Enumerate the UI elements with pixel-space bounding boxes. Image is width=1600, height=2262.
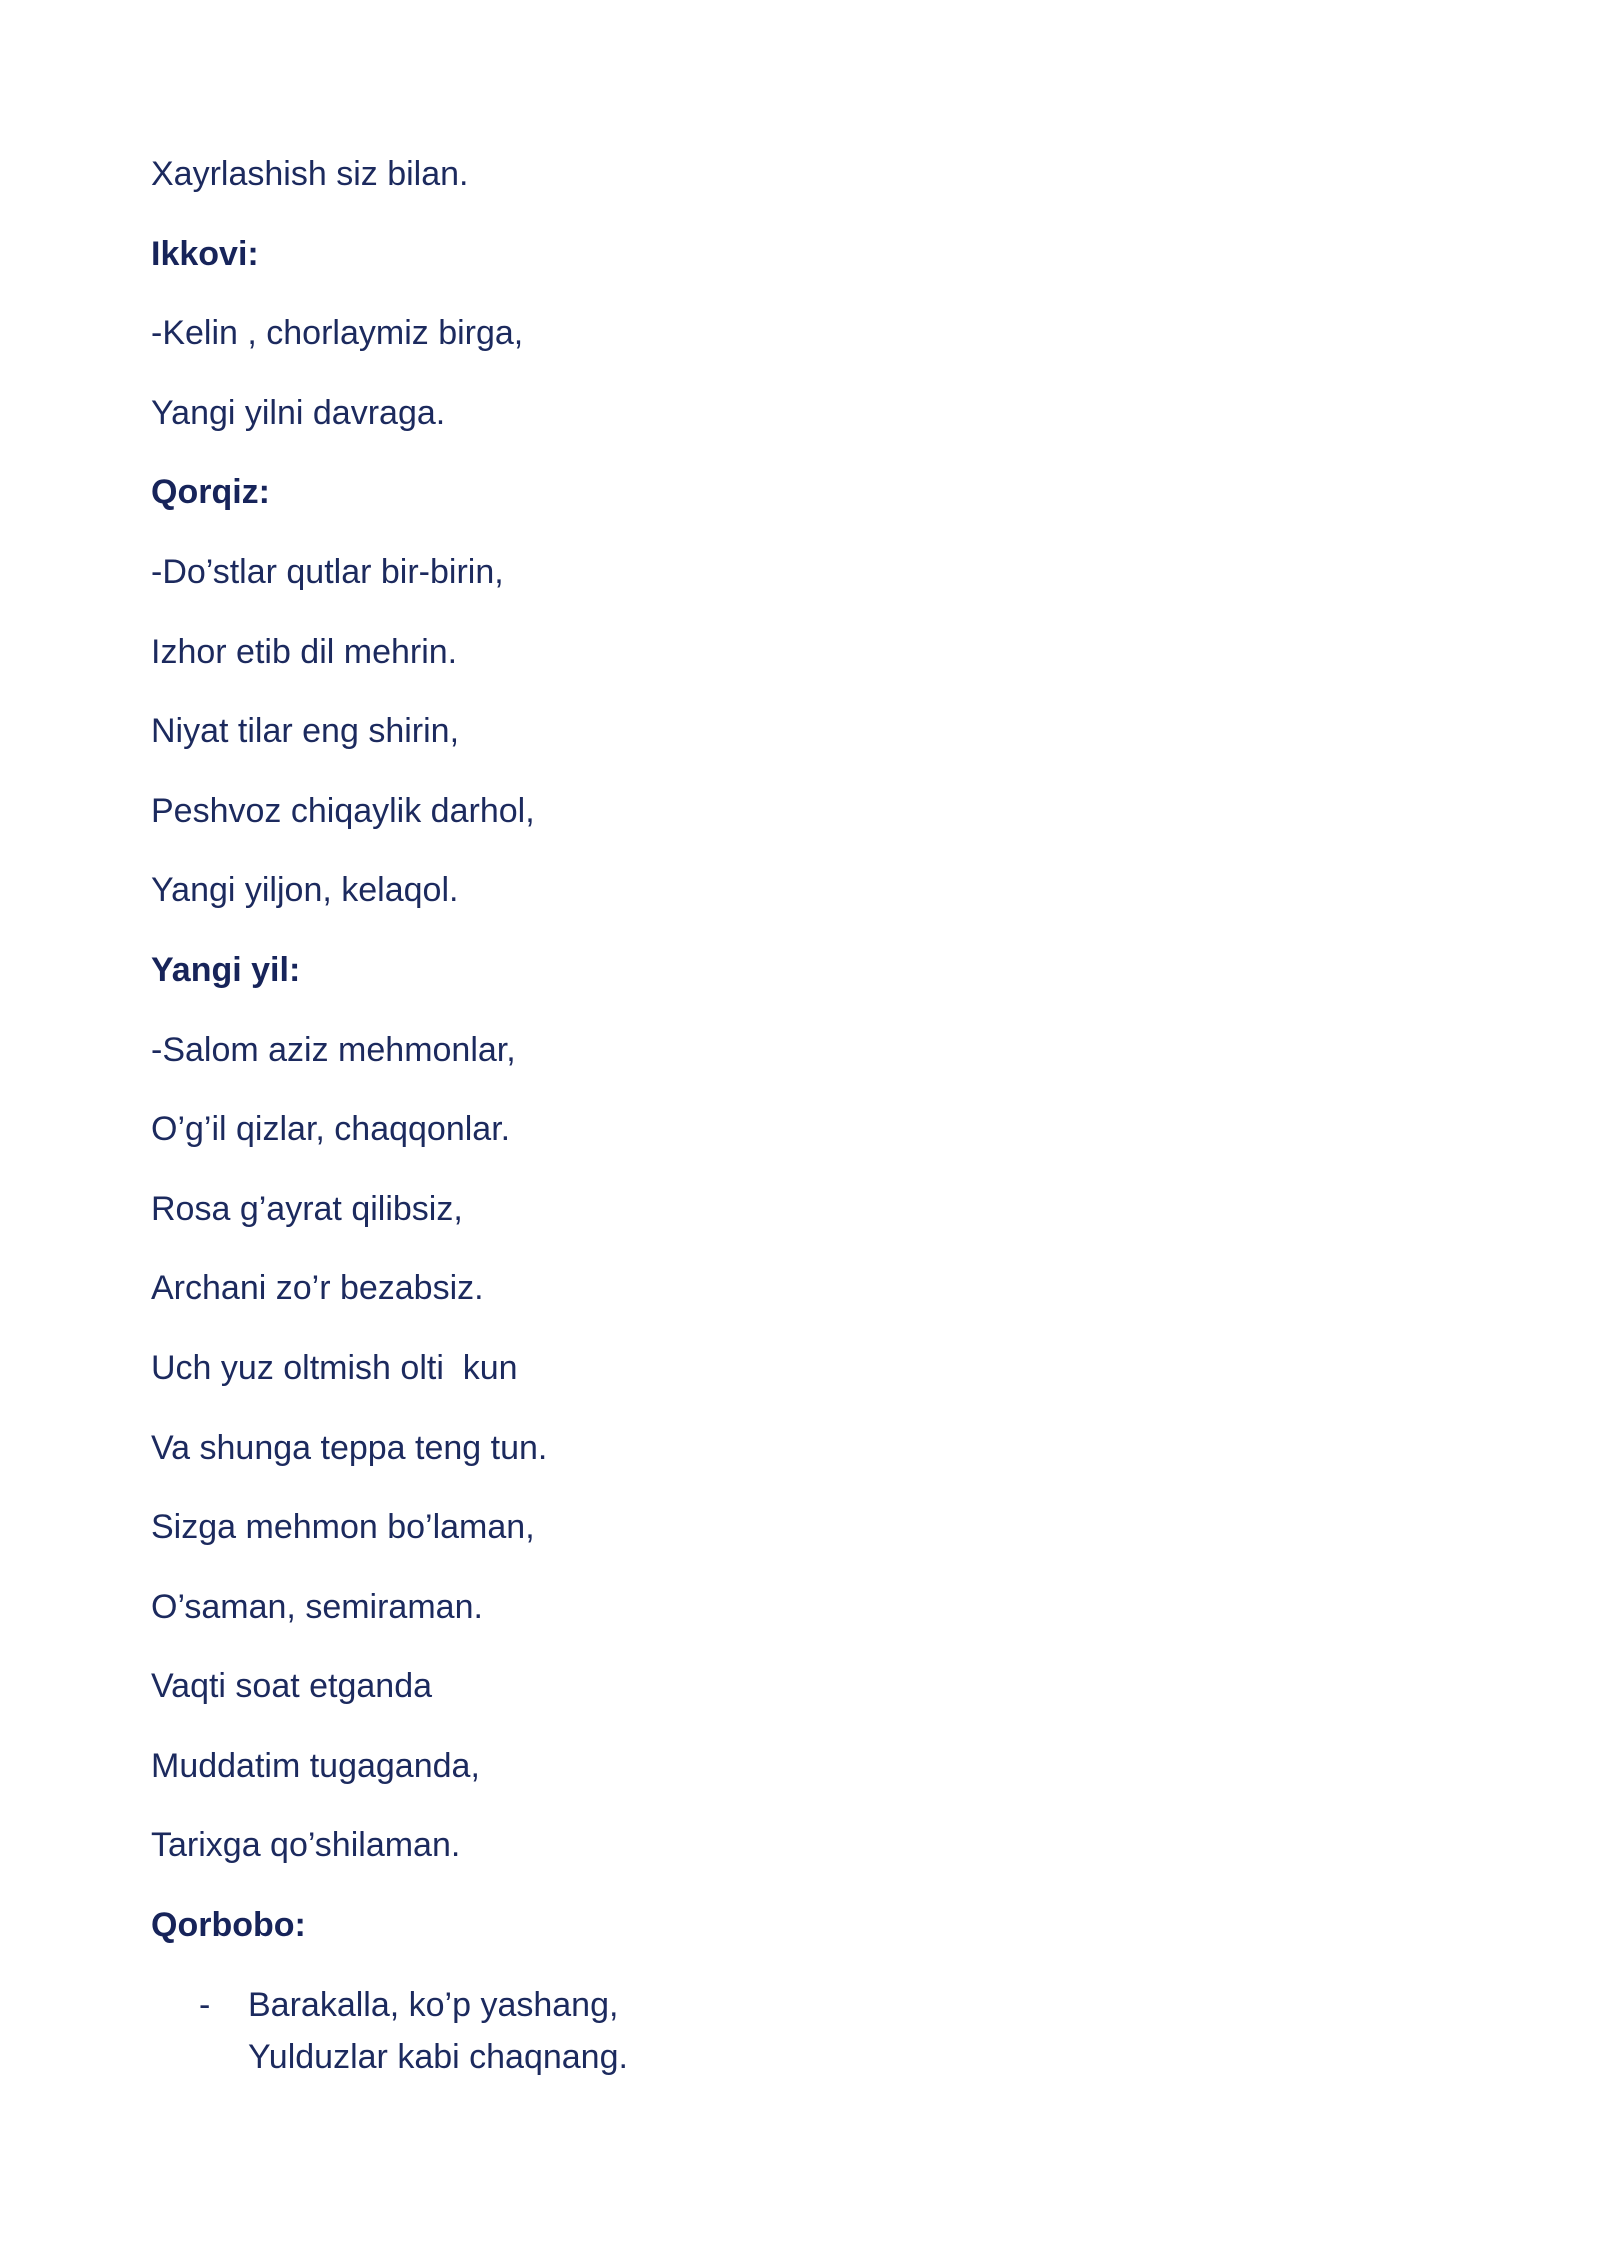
verse-line: Niyat tilar eng shirin,: [151, 712, 460, 751]
speaker-name: Ikkovi:: [151, 234, 259, 273]
verse-line: Tarixga qo’shilaman.: [151, 1826, 461, 1865]
verse-line: Sizga mehmon bo’laman,: [151, 1508, 535, 1547]
verse-line: O’g’il qizlar, chaqqonlar.: [151, 1110, 511, 1149]
list-dash-marker: -: [199, 1985, 211, 2024]
verse-line: Uch yuz oltmish olti kun: [151, 1348, 518, 1387]
list-item-line: Barakalla, ko’p yashang,: [248, 1985, 619, 2024]
verse-line: Yangi yiljon, kelaqol.: [151, 871, 459, 910]
document-body: [151, 148, 1451, 2083]
verse-line: Muddatim tugaganda,: [151, 1746, 480, 1785]
script-lines: [151, 148, 1451, 1979]
verse-line: Archani zo’r bezabsiz.: [151, 1269, 484, 1308]
verse-line: Xayrlashish siz bilan.: [151, 155, 469, 193]
verse-line: O’saman, semiraman.: [151, 1587, 483, 1626]
verse-line: Peshvoz chiqaylik darhol,: [151, 791, 535, 830]
verse-line: -Salom aziz mehmonlar,: [151, 1030, 516, 1069]
list-item-text: [248, 1979, 1451, 2083]
speaker-name: Qorqiz:: [151, 473, 270, 512]
speaker-name: Yangi yil:: [151, 950, 301, 989]
verse-line: Va shunga teppa teng tun.: [151, 1428, 548, 1467]
verse-line: Rosa g’ayrat qilibsiz,: [151, 1189, 463, 1228]
verse-line: Izhor etib dil mehrin.: [151, 632, 458, 671]
verse-line: Yangi yilni davraga.: [151, 393, 446, 432]
verse-line: Vaqti soat etganda: [151, 1667, 433, 1706]
verse-line: -Do’stlar qutlar bir-birin,: [151, 552, 504, 591]
dash-list-item: [151, 1979, 1451, 2083]
verse-line: -Kelin , chorlaymiz birga,: [151, 314, 524, 353]
speaker-name: Qorbobo:: [151, 1906, 306, 1945]
list-item-line: Yulduzlar kabi chaqnang.: [248, 2037, 628, 2076]
